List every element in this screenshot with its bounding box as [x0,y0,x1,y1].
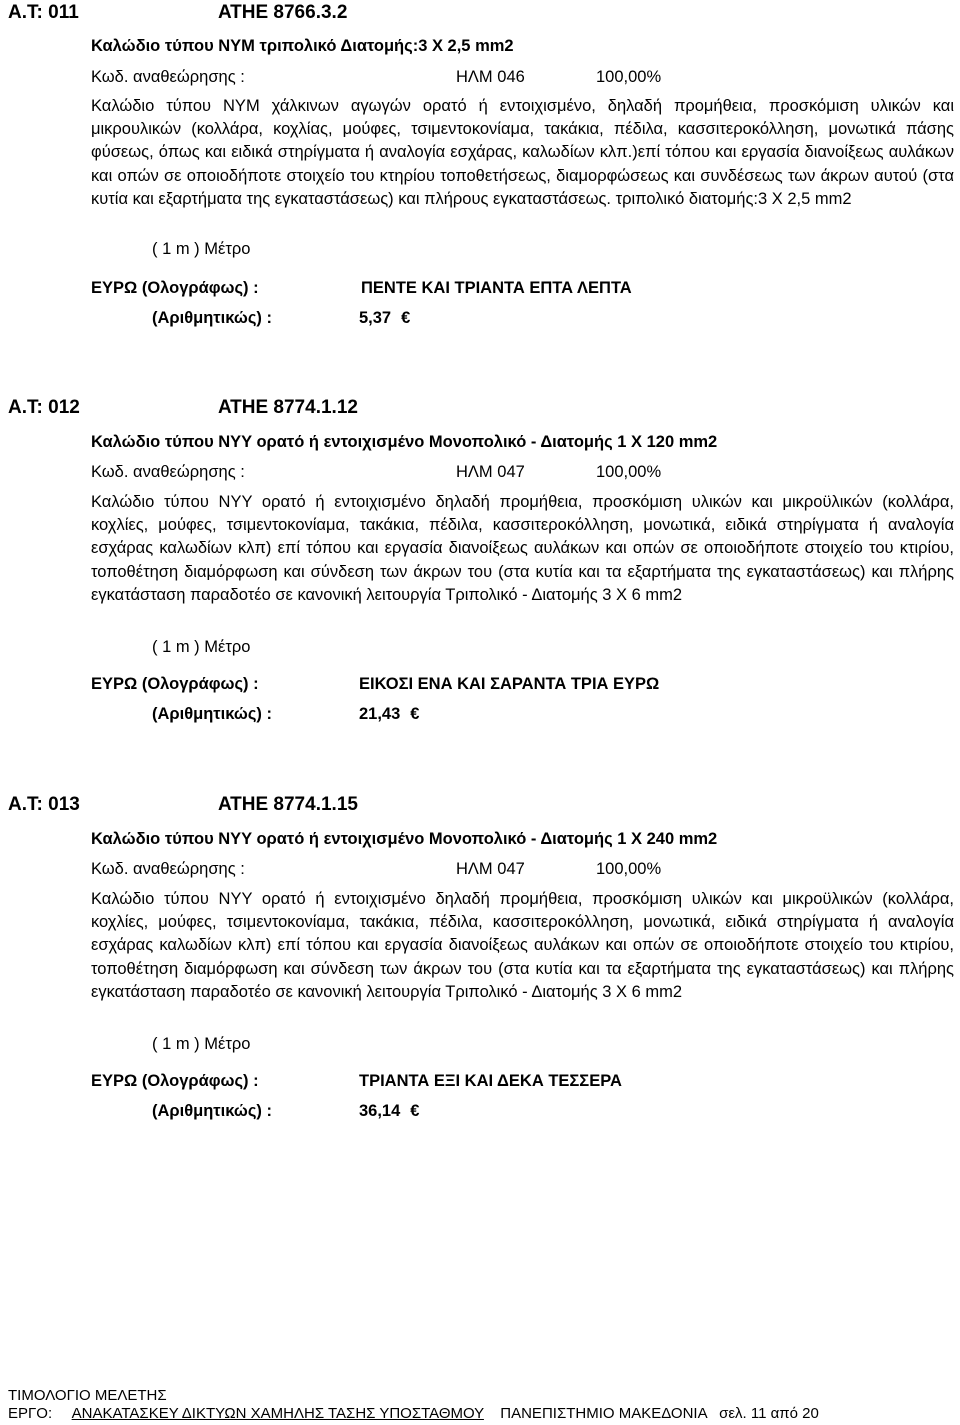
revision-row [91,461,951,484]
price-in-words: ΤΡΙΑΝΤΑ ΕΞΙ ΚΑΙ ΔΕΚΑ ΤΕΣΣΕΡΑ [359,1072,622,1090]
revision-row [91,66,951,89]
revision-code: ΗΛΜ 046 [456,68,525,86]
atoe-code: ΑΤΗΕ 8766.3.2 [218,2,348,23]
revision-code: ΗΛΜ 047 [456,860,525,878]
revision-label: Κωδ. αναθεώρησης : [91,463,245,481]
euro-icon: € [410,705,420,723]
footer-client: ΠΑΝΕΠΙΣΤΗΜΙΟ ΜΑΚΕΔΟΝΙΑ [500,1405,707,1422]
item-description: Καλώδιο τύπου NYM χάλκινων αγωγών ορατό ή εντοιχισμένο, δηλαδή προμήθεια, προσκόμιση υλικών και μικρουλικών (κολλάρα, κοχλίας, μούφες, τσιμεντοκονίαμα, τακάκια, πέδιλα, κασσιτεροκόλληση, μονωτικά πάσης φύσεως, όπως και ειδικά στηρίγματα ή αναλογία εσχάρας, καλωδίων κλπ.)επί τόπου και εργασία διανοίξεως αυλάκων και οπών σε οποιοδήποτε στοιχείο του κτηρίου τοποθετήσεως, διαμορφώσεως και συνδέσεως των άκρων αυτού (στα κυτία και εξαρτήματα της εγκαταστάσεως) και πλήρους εγκαταστάσεως. τριπολικό διατομής:3 Χ 2,5 mm2 [91,97,954,208]
footer-project-name: ΑΝΑΚΑΤΑΣΚΕΥ ΔΙΚΤΥΩΝ ΧΑΜΗΛΗΣ ΤΑΣΗΣ ΥΠΟΣΤΑΘΜΟΥ [71,1405,484,1422]
unit-of-measure: ( 1 m ) Μέτρο [152,638,251,656]
footer-page-number: σελ. 11 από 20 [719,1405,819,1422]
euro-icon: € [401,309,411,327]
price-numeric-row [152,1100,852,1124]
price-numeric [359,307,410,330]
revision-percentage: 100,00% [596,860,662,878]
price-in-words-label: ΕΥΡΩ (Ολογράφως) : [91,279,259,297]
revision-row [91,858,951,881]
at-code: Α.Τ: 013 [8,794,80,815]
price-in-words: ΕΙΚΟΣΙ ΕΝΑ ΚΑΙ ΣΑΡΑΝΤΑ ΤΡΙΑ ΕΥΡΩ [359,675,660,693]
price-numeric-row [152,307,852,331]
item-header [0,793,960,819]
unit-of-measure: ( 1 m ) Μέτρο [152,1035,251,1053]
price-numeric-value: 5,37 [359,309,392,327]
revision-label: Κωδ. αναθεώρησης : [91,68,245,86]
item-description: Καλώδιο τύπου NYY ορατό ή εντοιχισμένο δηλαδή προμήθεια, προσκόμιση υλικών και μικροϋλικών (κολλάρα, κοχλίες, μούφες, τσιμεντοκονίαμα, τακάκια, πέδιλα, κασσιτεροκόλληση, μονωτικά, ειδικά στηρίγματα ή αναλογία εσχάρας καλωδίων κλπ) επί τόπου και εργασία διανοίξεως αυλάκων και οπών σε οποιοδήποτε στοιχείο του κτιρίου, τοποθέτηση διαμόρφωση και σύνδεση των άκρων του (στα κυτία και τα εξαρτήματα της εγκαταστάσεως) και πλήρης εγκατάσταση παραδοτέο σε κανονική λειτουργία Τριπολικό - Διατομής 3 Χ 6 mm2 [91,890,954,1001]
at-code: Α.Τ: 012 [8,397,80,418]
atoe-code: ΑΤΗΕ 8774.1.12 [218,397,358,418]
item-title: Καλώδιο τύπου NYM τριπολικό Διατομής:3 Χ 2,5 mm2 [91,37,514,55]
footer-project-label: ΕΡΓΟ: [8,1405,53,1422]
price-in-words-row [91,277,951,301]
price-in-words-label: ΕΥΡΩ (Ολογράφως) : [91,675,259,693]
price-in-words-label: ΕΥΡΩ (Ολογράφως) : [91,1072,259,1090]
atoe-code: ΑΤΗΕ 8774.1.15 [218,794,358,815]
price-numeric-label: (Αριθμητικώς) : [152,705,272,723]
item-header [0,1,960,27]
price-numeric [359,1100,419,1123]
item-header [0,396,960,422]
price-in-words: ΠΕΝΤΕ ΚΑΙ ΤΡΙΑΝΤΑ ΕΠΤΑ ΛΕΠΤΑ [361,279,632,297]
revision-percentage: 100,00% [596,68,662,86]
at-code: Α.Τ: 011 [8,2,79,23]
revision-percentage: 100,00% [596,463,662,481]
price-numeric-row [152,703,852,727]
item-title: Καλώδιο τύπου NYY ορατό ή εντοιχισμένο Μονοπολικό - Διατομής 1 Χ 120 mm2 [91,433,718,451]
item-title: Καλώδιο τύπου NYY ορατό ή εντοιχισμένο Μονοπολικό - Διατομής 1 Χ 240 mm2 [91,830,718,848]
footer-project-line [8,1402,956,1425]
item-description: Καλώδιο τύπου NYY ορατό ή εντοιχισμένο δηλαδή προμήθεια, προσκόμιση υλικών και μικροϋλικών (κολλάρα, κοχλίες, μούφες, τσιμεντοκονίαμα, τακάκια, πέδιλα, κασσιτεροκόλληση, μονωτικά, ειδικά στηρίγματα ή αναλογία εσχάρας καλωδίων κλπ) επί τόπου και εργασία διανοίξεως αυλάκων και οπών σε οποιοδήποτε στοιχείο του κτιρίου, τοποθέτηση διαμόρφωση και σύνδεση των άκρων του (στα κυτία και τα εξαρτήματα της εγκαταστάσεως) και πλήρης εγκατάσταση παραδοτέο σε κανονική λειτουργία Τριπολικό - Διατομής 3 Χ 6 mm2 [91,493,954,604]
footer-doc-type: ΤΙΜΟΛΟΓΙΟ ΜΕΛΕΤΗΣ [8,1387,167,1404]
price-numeric-value: 36,14 [359,1102,401,1120]
revision-label: Κωδ. αναθεώρησης : [91,860,245,878]
price-numeric-label: (Αριθμητικώς) : [152,1102,272,1120]
euro-icon: € [410,1102,420,1120]
price-numeric-value: 21,43 [359,705,401,723]
unit-of-measure: ( 1 m ) Μέτρο [152,240,251,258]
price-in-words-row [91,1070,951,1094]
revision-code: ΗΛΜ 047 [456,463,525,481]
price-in-words-row [91,673,951,697]
price-numeric [359,703,419,726]
price-numeric-label: (Αριθμητικώς) : [152,309,272,327]
